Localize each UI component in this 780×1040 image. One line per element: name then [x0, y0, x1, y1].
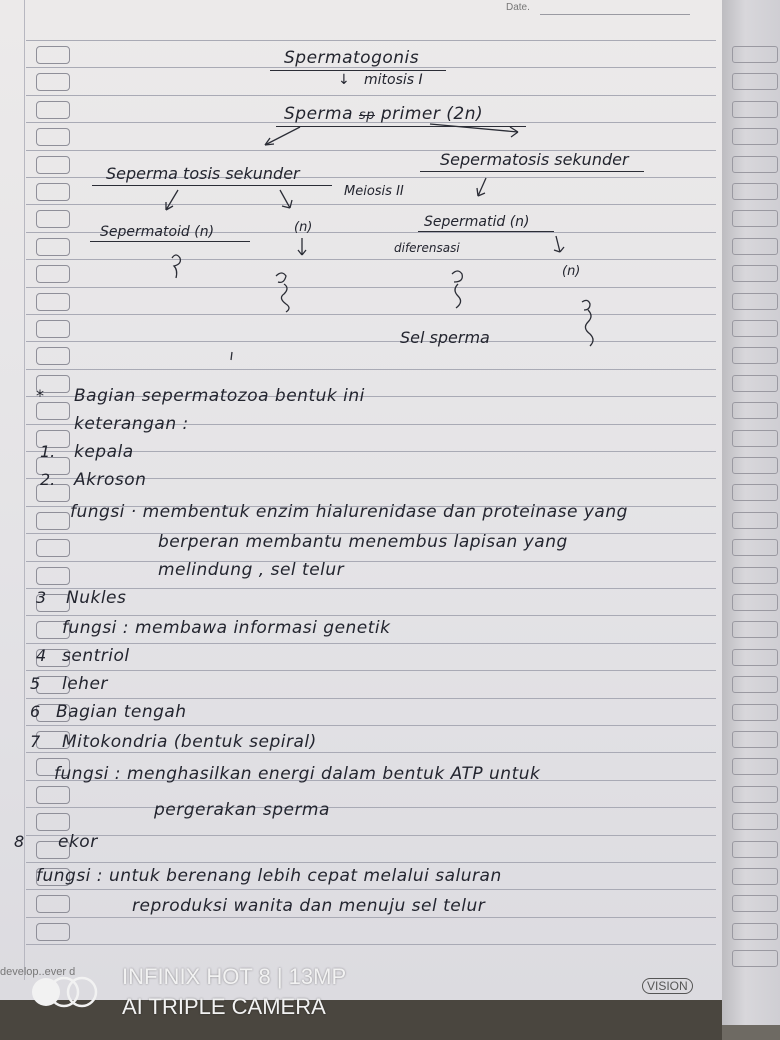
brand-badge: VISION: [642, 978, 693, 994]
margin-box: [732, 238, 778, 255]
note-line: fungsi : untuk berenang lebih cepat melalui saluran: [36, 866, 502, 886]
note-line: melindung , sel telur: [158, 560, 345, 580]
note-line: Akroson: [74, 470, 147, 490]
note-line: ekor: [58, 832, 98, 852]
mitosis-label: mitosis I: [364, 72, 423, 88]
ruled-line: [26, 725, 716, 726]
margin-box: [732, 594, 778, 611]
note-line: pergerakan sperma: [154, 800, 330, 820]
margin-box: [732, 813, 778, 830]
note-line: reproduksi wanita dan menuju sel telur: [132, 896, 486, 916]
margin-box: [36, 539, 70, 557]
underline: [90, 241, 250, 242]
margin-box: [732, 895, 778, 912]
margin-box: [732, 46, 778, 63]
margin-box: [732, 457, 778, 474]
margin-box: [732, 101, 778, 118]
margin-box: [732, 73, 778, 90]
date-label: Date.: [506, 2, 530, 13]
margin-box: [732, 621, 778, 638]
margin-box: [732, 183, 778, 200]
margin-box: [732, 841, 778, 858]
meiosis-label: Meiosis II: [344, 184, 404, 199]
ruled-line: [26, 752, 716, 753]
margin-box: [732, 402, 778, 419]
underline: [92, 185, 332, 186]
note-line: kepala: [74, 442, 134, 462]
ruled-line: [26, 615, 716, 616]
margin-box: [36, 813, 70, 831]
spermatid-right-label: Sepermatid (n): [424, 214, 530, 230]
note-marker: 4: [36, 646, 47, 665]
margin-box: [732, 539, 778, 556]
margin-box: [732, 320, 778, 337]
ruled-line: [26, 889, 716, 890]
margin-box: [732, 786, 778, 803]
spermatogonia-label: Spermatogonis: [284, 48, 420, 68]
note-line: Mitokondria (bentuk sepiral): [62, 732, 317, 752]
margin-box: [732, 210, 778, 227]
arrow-left-icon: [265, 127, 300, 145]
watermark-line-1: INFINIX HOT 8 | 13MP: [122, 964, 347, 989]
note-marker: 1.: [40, 442, 56, 461]
margin-box: [732, 512, 778, 529]
margin-box: [732, 676, 778, 693]
underline: [418, 231, 554, 232]
ruled-line: [26, 807, 716, 808]
camera-logo-icon: [28, 972, 108, 1012]
margin-box: [732, 923, 778, 940]
arrow-down-left-icon: [166, 190, 178, 210]
ruled-line: [26, 917, 716, 918]
ruled-line: [26, 698, 716, 699]
note-marker: 8: [14, 832, 25, 851]
margin-box: [732, 649, 778, 666]
margin-box: [36, 923, 70, 941]
note-marker: 3: [36, 588, 47, 607]
margin-box: [732, 758, 778, 775]
margin-box: [732, 868, 778, 885]
ruled-line: [26, 643, 716, 644]
ruled-line: [26, 561, 716, 562]
sperm-icon: [172, 255, 180, 278]
arrow-down-icon: ↓: [338, 72, 350, 88]
note-line: fungsi : membawa informasi genetik: [62, 618, 391, 638]
margin-box: [732, 430, 778, 447]
arrow-down-icon: [477, 178, 486, 196]
differentiation-label: diferensasi: [394, 241, 460, 255]
watermark-line-2: AI TRIPLE CAMERA: [122, 994, 326, 1019]
spermatid-left-label: Sepermatoid (n): [100, 224, 215, 240]
margin-box: [36, 567, 70, 585]
primary-label: Sperma sp primer (2n): [284, 104, 484, 124]
ruled-line: [26, 835, 716, 836]
arrow-down-icon: [298, 238, 306, 255]
note-line: Nukles: [66, 588, 127, 608]
margin-box: [732, 128, 778, 145]
camera-watermark: [122, 962, 346, 1022]
arrow-right-icon: [430, 124, 518, 132]
note-line: Bagian sepermatozoa bentuk ini: [74, 386, 365, 406]
note-line: Bagian tengah: [56, 702, 187, 722]
margin-box: [732, 704, 778, 721]
secondary-right-label: Sepermatosis sekunder: [440, 150, 629, 169]
note-line: sentriol: [62, 646, 130, 666]
margin-box: [732, 375, 778, 392]
desk-strip: [0, 1000, 722, 1040]
margin-box: [732, 950, 778, 967]
margin-box: [36, 786, 70, 804]
next-page-edge: [722, 0, 780, 1025]
ruled-line: [26, 670, 716, 671]
margin-box: [732, 347, 778, 364]
sperm-icon: [276, 273, 289, 312]
margin-box: [732, 731, 778, 748]
note-line: berperan membantu menembus lapisan yang: [158, 532, 568, 552]
note-marker: 2.: [40, 470, 56, 489]
note-marker: 5: [30, 674, 41, 693]
spermatid-mid-label: (n): [294, 220, 313, 235]
note-marker: 6: [30, 702, 41, 721]
margin-box: [36, 512, 70, 530]
note-marker: *: [36, 386, 44, 405]
sperm-cell-label: Sel sperma: [400, 328, 490, 347]
sperm-icon: [582, 300, 593, 346]
note-line: fungsi · membentuk enzim hialurenidase dan proteinase yang: [70, 502, 628, 522]
secondary-left-label: Seperma tosis sekunder: [106, 164, 300, 183]
note-line: keterangan :: [74, 414, 189, 434]
arrow-down-icon: [554, 236, 564, 252]
footer-print: develop..ever d: [0, 966, 76, 978]
note-line: fungsi : menghasilkan energi dalam bentuk ATP untuk: [54, 764, 541, 784]
ruled-line: [26, 944, 716, 945]
margin-box: [732, 567, 778, 584]
note-marker: 7: [30, 732, 41, 751]
margin-box: [36, 895, 70, 913]
ruled-line: [26, 588, 716, 589]
underline: [420, 171, 644, 172]
margin-box: [732, 265, 778, 282]
ruled-line: [26, 862, 716, 863]
sperm-icon: [452, 271, 462, 308]
margin-box: [732, 156, 778, 173]
margin-box: [732, 484, 778, 501]
haploid-label: (n): [562, 264, 581, 279]
note-line: leher: [62, 674, 108, 694]
margin-box: [732, 293, 778, 310]
arrow-down-right-icon: [280, 190, 292, 208]
